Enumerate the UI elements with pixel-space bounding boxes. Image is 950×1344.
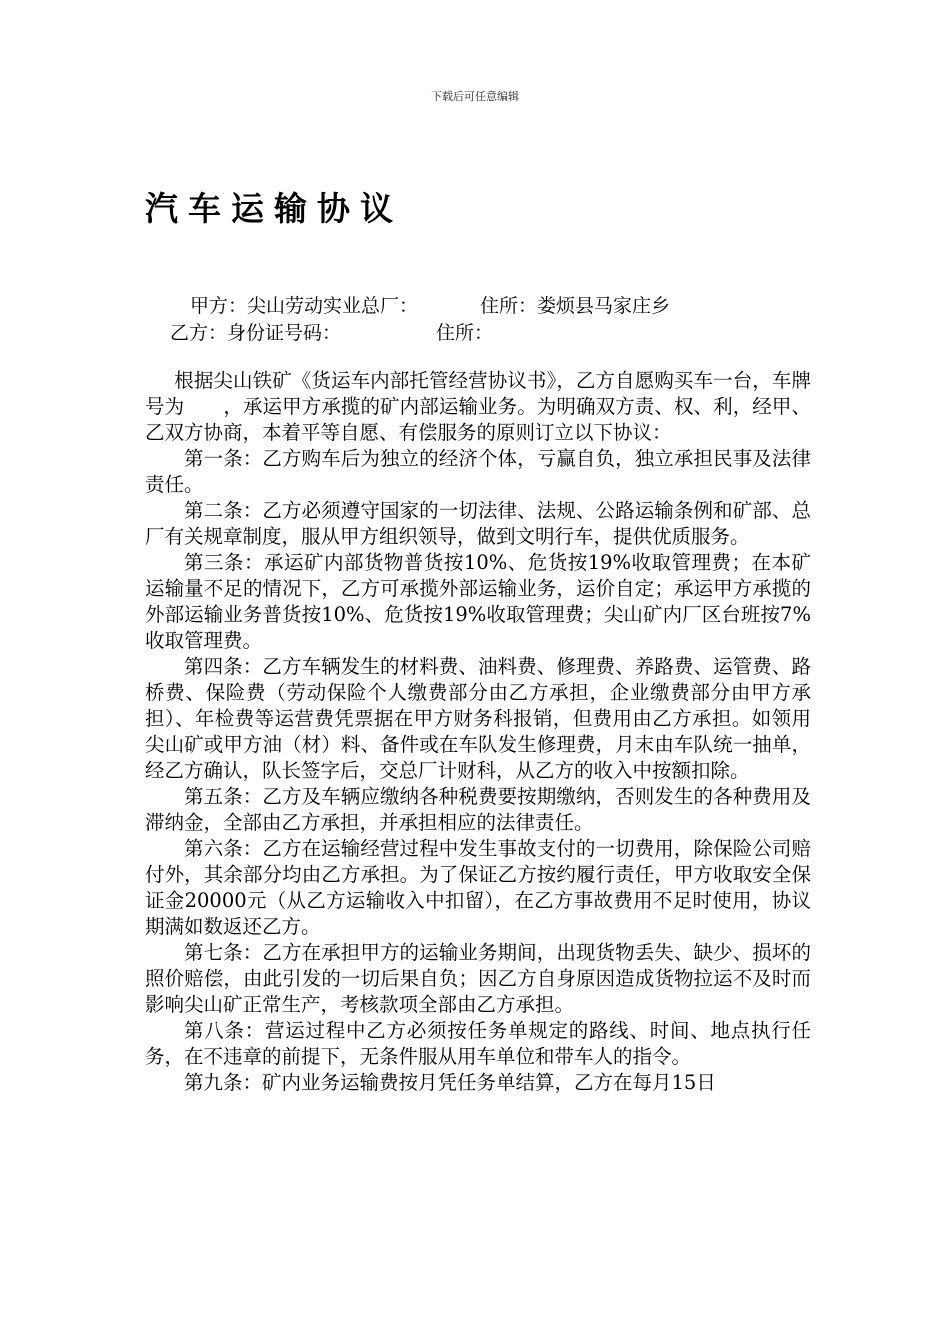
article-6: 第六条：乙方在运输经营过程中发生事故支付的一切费用，除保险公司赔付外，其余部分均由乙方承担。为了保证乙方按约履行责任，甲方收取安全保证金20000元（从乙方运输收入中扣留），在乙方事故费用不足时使用，协议期满如数返还乙方。: [145, 837, 811, 938]
agreement-body: [145, 368, 811, 1096]
article-3: 第三条：承运矿内部货物普货按10%、危货按19%收取管理费；在本矿运输量不足的情况下，乙方可承揽外部运输业务，运价自定；承运甲方承揽的外部运输业务普货按10%、危货按19%收取管理费；尖山矿内厂区台班按7%收取管理费。: [145, 551, 811, 652]
intro-paragraph: 根据尖山铁矿《货运车内部托管经营协议书》，乙方自愿购买车一台，车牌号为 ，承运甲方承揽的矿内部运输业务。为明确双方责、权、利，经甲、乙双方协商，本着平等自愿、有偿服务的原则订立以下协议：: [145, 369, 811, 444]
party-a-label: 甲方：尖山劳动实业总厂：: [190, 295, 419, 317]
article-1: 第一条：乙方购车后为独立的经济个体，亏赢自负，独立承担民事及法律责任。: [145, 447, 811, 496]
article-9: 第九条：矿内业务运输费按月凭任务单结算，乙方在每月15日: [184, 1071, 716, 1094]
party-a-line: [190, 291, 670, 318]
party-b-address: 住所：: [436, 322, 494, 344]
article-5: 第五条：乙方及车辆应缴纳各种税费要按期缴纳，否则发生的各种费用及滞纳金，全部由乙方承担，并承担相应的法律责任。: [145, 785, 811, 834]
article-4: 第四条：乙方车辆发生的材料费、油料费、修理费、养路费、运管费、路桥费、保险费（劳动保险个人缴费部分由乙方承担，企业缴费部分由甲方承担）、年检费等运营费凭票据在甲方财务科报销，但费用由乙方承担。如领用尖山矿或甲方油（材）料、备件或在车队发生修理费，月末由车队统一抽单，经乙方确认，队长签字后，交总厂计财科，从乙方的收入中按额扣除。: [145, 655, 811, 782]
article-8: 第八条：营运过程中乙方必须按任务单规定的路线、时间、地点执行任务，在不违章的前提下，无条件服从用车单位和带车人的指令。: [145, 1019, 811, 1068]
party-b-line: [170, 318, 493, 345]
party-a-address: 住所：娄烦县马家庄乡: [480, 295, 671, 317]
document-title: 汽车运输协议: [145, 189, 403, 228]
article-2: 第二条：乙方必须遵守国家的一切法律、法规、公路运输条例和矿部、总厂有关规章制度，服从甲方组织领导，做到文明行车，提供优质服务。: [145, 499, 811, 548]
party-b-label: 乙方：身份证号码：: [170, 322, 342, 344]
header-note: 下载后可任意编辑: [431, 90, 519, 103]
article-7: 第七条：乙方在承担甲方的运输业务期间，出现货物丢失、缺少、损坏的照价赔偿，由此引发的一切后果自负；因乙方自身原因造成货物拉运不及时而影响尖山矿正常生产，考核款项全部由乙方承担。: [145, 941, 811, 1016]
